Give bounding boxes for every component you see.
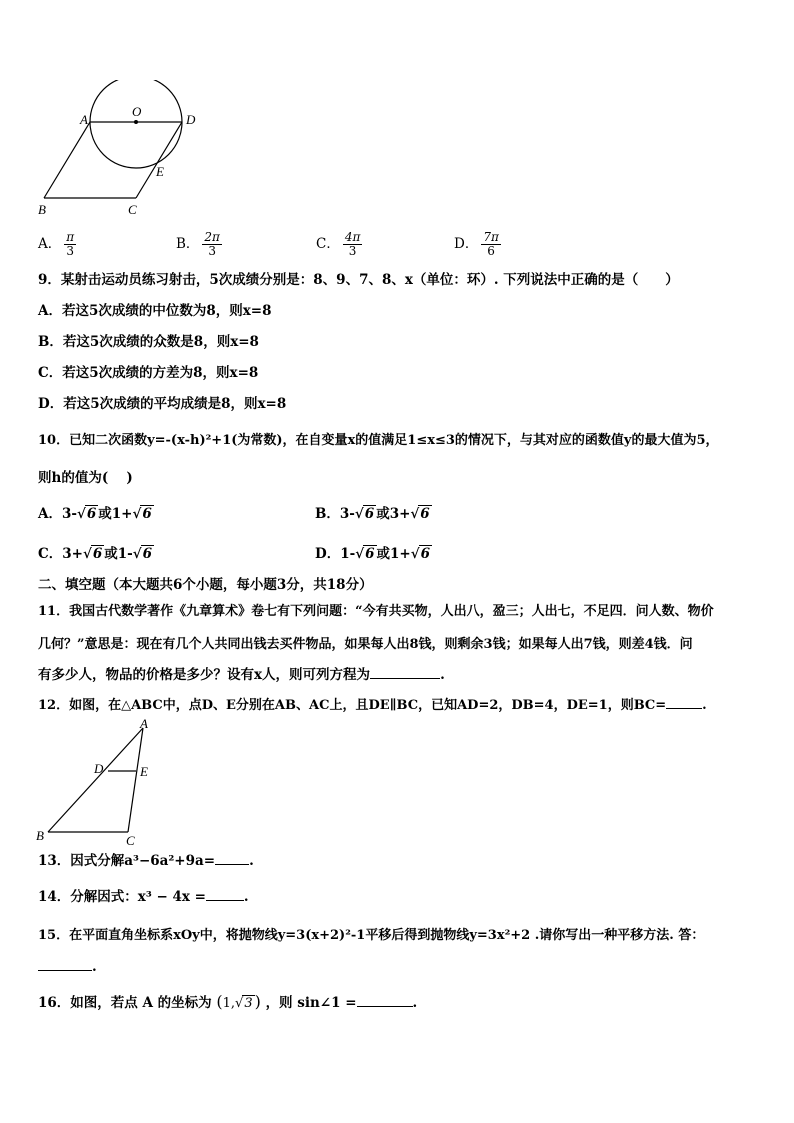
answer-blank[interactable]: [206, 900, 244, 901]
q10-option-d: [315, 545, 432, 563]
q11-line3-text: 有多少人，物品的价格是多少？设有x人，则可列方程为: [38, 667, 371, 683]
q11-line3: [38, 666, 445, 684]
q16-end: .: [412, 995, 418, 1011]
answer-blank[interactable]: [38, 970, 92, 971]
q8-a-numerator: π: [66, 230, 75, 244]
q15-end: .: [92, 959, 97, 975]
q14-end: .: [243, 889, 249, 905]
q11-line3-end: .: [440, 667, 445, 683]
label-e: E: [156, 164, 164, 179]
answer-blank[interactable]: [357, 1006, 413, 1007]
sqrt-icon: √6: [355, 546, 375, 562]
segment-ab: [44, 122, 90, 198]
q10-stem-line1: 10．已知二次函数y=-(x-h)²+1(为常数)，在自变量x的值满足1≤x≤3的情况下，与其对应的函数值y的最大值为5，: [38, 433, 719, 448]
sqrt-icon: √6: [410, 546, 430, 562]
q14-text-body: 14．分解因式：x³ − 4x =: [38, 889, 206, 905]
q10-a-middle: 或1+: [98, 506, 133, 522]
q14-text: [38, 888, 249, 906]
segment-cd: [136, 122, 182, 198]
q8-option-c: [316, 231, 362, 258]
q8-option-d: [454, 231, 501, 258]
q11-line2: 几何？”意思是：现在有几个人共同出钱去买件物品，如果每人出8钱，则剩余3钱；如果每人出7钱，则差4钱．问: [38, 637, 693, 652]
q13-text: [38, 852, 254, 870]
q10-stem-line2: 则h的值为( ): [38, 470, 133, 486]
q15-line2: [38, 958, 97, 976]
label-c: C: [126, 833, 135, 848]
sqrt-icon: √6: [132, 506, 152, 522]
q10-option-a: [38, 505, 154, 523]
q9-stem: 9．某射击运动员练习射击，5次成绩分别是：8、9、7、8、x（单位：环）. 下列说法中正确的是（ ）: [38, 272, 679, 288]
sqrt-icon: √6: [132, 546, 153, 562]
q8-b-denominator: 3: [208, 244, 216, 258]
q12-text-body: 12．如图，在△ABC中，点D、E分别在AB、AC上，且DE∥BC，已知AD=2，DB=4，DE=1，则BC=: [38, 698, 667, 713]
q16-coordinate: (1,√3 ): [216, 992, 261, 1011]
q15-line1: 15．在平面直角坐标系xOy中，将抛物线y=3(x+2)²-1平移后得到抛物线y=3x²+2 .请你写出一种平移方法. 答：: [38, 928, 705, 943]
q8-option-d-label: D．: [454, 236, 479, 252]
q9-option-a: A．若这5次成绩的中位数为8，则x=8: [38, 303, 272, 319]
section-heading-fill-in: 二、填空题（本大题共6个小题，每小题3分，共18分）: [38, 577, 373, 593]
q16-prefix: 16．如图，若点 A 的坐标为: [38, 995, 212, 1011]
q8-option-a: [38, 231, 76, 258]
q10-option-c: [38, 545, 154, 563]
answer-blank[interactable]: [666, 708, 702, 709]
answer-blank[interactable]: [215, 864, 249, 865]
label-d: D: [94, 761, 104, 776]
q8-option-b-label: B．: [176, 236, 200, 252]
label-d: D: [186, 112, 196, 127]
q10-c-prefix: C．3+: [38, 546, 83, 562]
answer-blank[interactable]: [370, 678, 440, 679]
q8-d-denominator: 6: [487, 244, 495, 258]
sqrt-icon: √6: [82, 546, 103, 562]
q16-middle: ，则 sin∠1 =: [265, 995, 357, 1011]
label-b: B: [36, 828, 44, 843]
segment-ab: [48, 728, 143, 832]
q13-text-body: 13．因式分解a³−6a²+9a=: [38, 853, 216, 869]
center-dot: [134, 120, 138, 124]
sqrt-icon: √6: [354, 506, 375, 522]
q11-line1: 11．我国古代数学著作《九章算术》卷七有下列问题：“今有共买物，人出八，盈三；人出七，不足四．问人数、物价: [38, 604, 714, 619]
q10-c-middle: 或1-: [104, 546, 133, 562]
q12-end: .: [702, 698, 707, 713]
sqrt-icon: √6: [410, 506, 430, 522]
q8-option-c-label: C．: [316, 236, 340, 252]
q16-text: [38, 993, 417, 1013]
sqrt-icon: √6: [76, 506, 97, 522]
q8-option-a-label: A．: [38, 236, 62, 252]
label-e: E: [140, 764, 148, 779]
label-b: B: [38, 202, 46, 217]
label-a: A: [80, 112, 88, 127]
q10-d-prefix: D．1-: [315, 546, 356, 562]
q8-option-b: [176, 231, 222, 258]
q10-a-prefix: A．3-: [38, 506, 77, 522]
q8-c-denominator: 3: [348, 244, 357, 258]
segment-ac: [128, 728, 143, 832]
q10-b-prefix: B．3-: [315, 506, 355, 522]
label-a: A: [140, 716, 148, 731]
figure-circle-parallelogram: [30, 80, 220, 220]
q8-c-numerator: 4π: [344, 230, 361, 244]
q9-option-c: C．若这5次成绩的方差为8，则x=8: [38, 365, 259, 381]
q8-a-denominator: 3: [66, 244, 75, 258]
q13-end: .: [249, 853, 254, 869]
q8-d-numerator: 7π: [483, 230, 499, 244]
q9-option-d: D．若这5次成绩的平均成绩是8，则x=8: [38, 396, 287, 412]
label-c: C: [128, 202, 137, 217]
label-o: O: [132, 104, 142, 119]
q12-text: [38, 697, 707, 715]
q10-b-middle: 或3+: [376, 506, 411, 522]
q10-d-middle: 或1+: [376, 546, 411, 562]
q10-option-b: [315, 505, 432, 523]
sqrt-icon: √3: [235, 996, 253, 1011]
q8-b-numerator: 2π: [204, 230, 220, 244]
q9-option-b: B．若这5次成绩的众数是8，则x=8: [38, 334, 259, 350]
figure-triangle-abc: [30, 716, 170, 848]
